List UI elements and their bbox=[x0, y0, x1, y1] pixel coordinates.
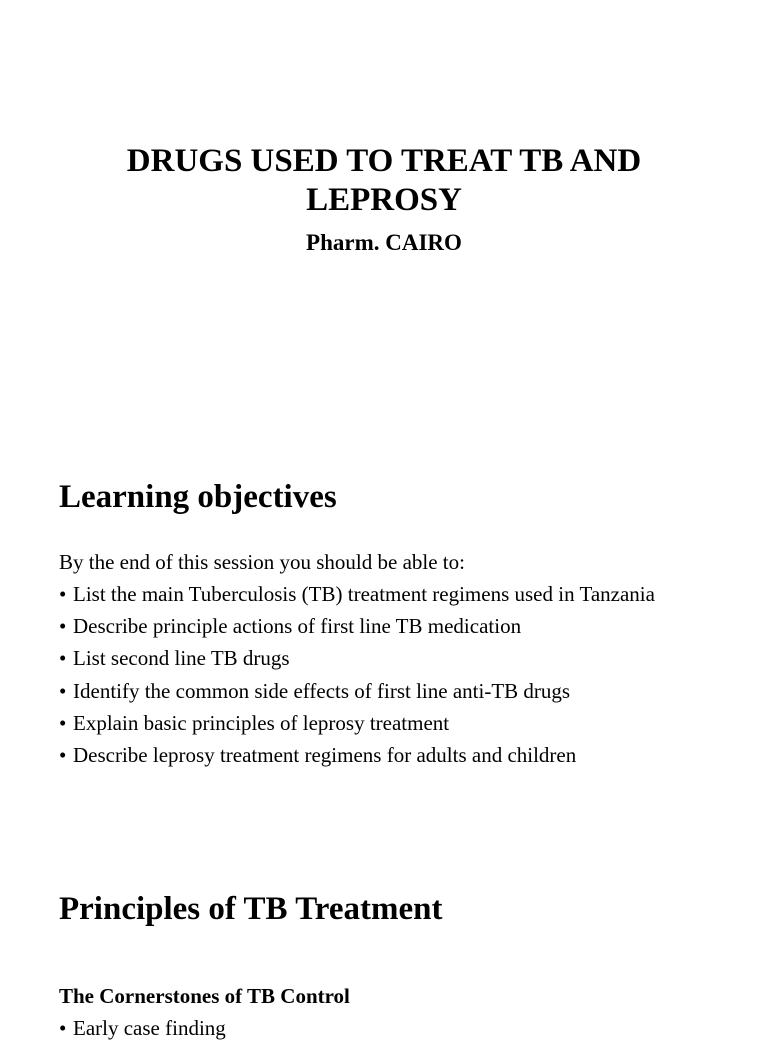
bullet-icon: • bbox=[59, 646, 67, 671]
title-line-1: DRUGS USED TO TREAT TB AND bbox=[126, 143, 642, 179]
objective-text: Explain basic principles of leprosy treatment bbox=[73, 710, 450, 735]
bullet-icon: • bbox=[59, 710, 67, 735]
title-line-2: LEPROSY bbox=[306, 182, 462, 218]
document-title bbox=[0, 142, 768, 220]
objective-text: Describe principle actions of first line TB medication bbox=[73, 614, 522, 639]
objectives-intro: By the end of this session you should be able to: bbox=[59, 550, 465, 574]
objective-text: List the main Tuberculosis (TB) treatment regimens used in Tanzania bbox=[73, 582, 655, 606]
author-name: Pharm. CAIRO bbox=[306, 230, 462, 255]
objective-text: Identify the common side effects of first line anti-TB drugs bbox=[73, 678, 571, 703]
list-item bbox=[59, 709, 655, 741]
list-item bbox=[59, 677, 655, 709]
bullet-icon: • bbox=[59, 678, 67, 703]
cornerstones-list bbox=[59, 1014, 226, 1042]
list-item bbox=[59, 1014, 226, 1042]
cornerstone-text: Early case finding bbox=[73, 1016, 226, 1040]
objective-text: Describe leprosy treatment regimens for adults and children bbox=[73, 742, 577, 767]
bullet-icon: • bbox=[59, 1016, 67, 1040]
bullet-icon: • bbox=[59, 614, 67, 639]
objective-text: List second line TB drugs bbox=[73, 646, 290, 671]
learning-objectives-heading: Learning objectives bbox=[59, 479, 337, 515]
list-item bbox=[59, 580, 655, 612]
list-item bbox=[59, 644, 655, 676]
cornerstones-subheading: The Cornerstones of TB Control bbox=[59, 984, 350, 1008]
list-item bbox=[59, 741, 655, 773]
bullet-icon: • bbox=[59, 742, 67, 767]
list-item bbox=[59, 612, 655, 644]
principles-heading: Principles of TB Treatment bbox=[59, 891, 443, 927]
objectives-list bbox=[59, 580, 655, 773]
bullet-icon: • bbox=[59, 582, 67, 606]
